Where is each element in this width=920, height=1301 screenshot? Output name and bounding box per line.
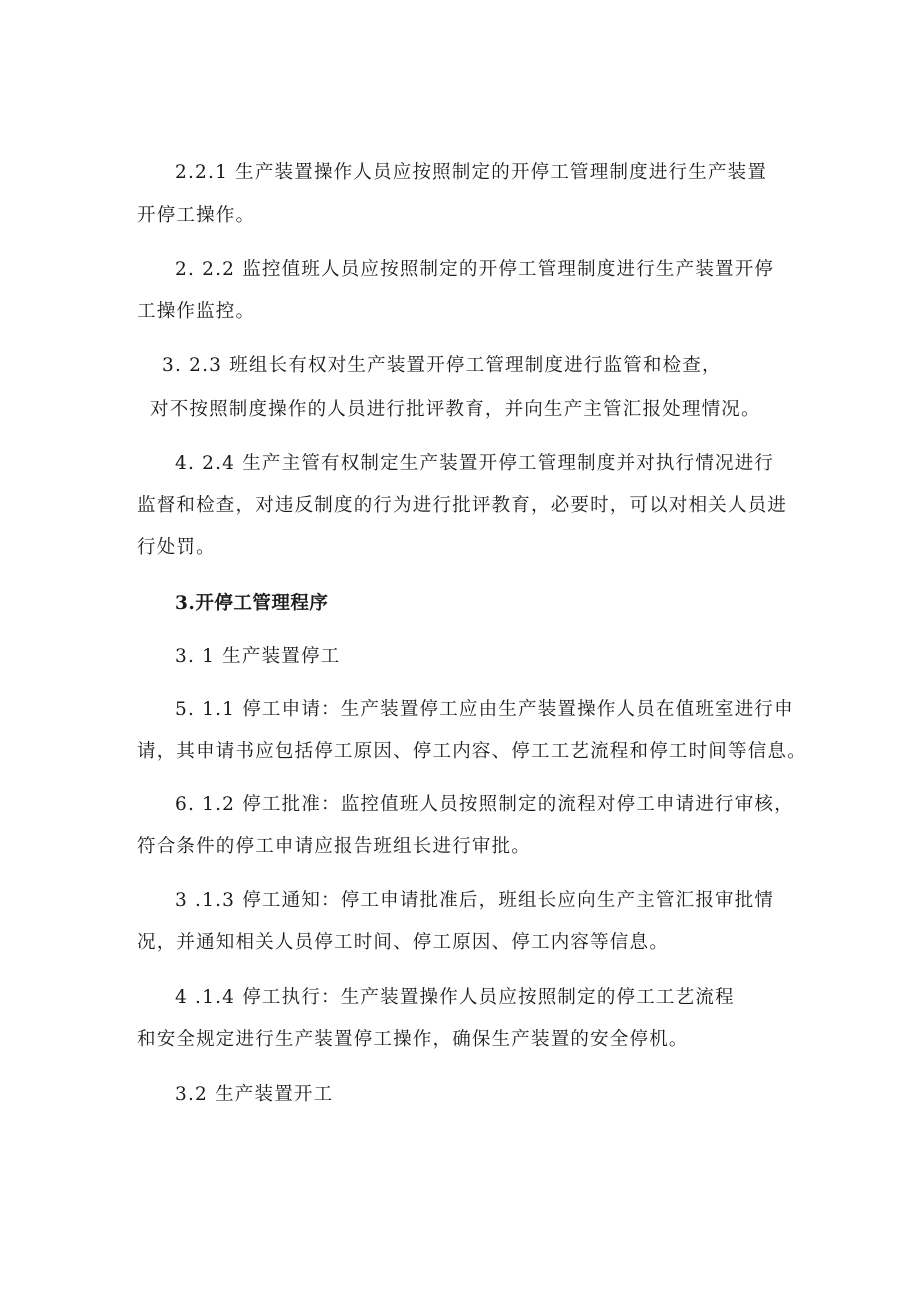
paragraph-1-3-line-2: 况，并通知相关人员停工时间、停工原因、停工内容等信息。 — [137, 932, 669, 953]
section-heading-3: 3.开停工管理程序 — [175, 593, 329, 614]
subsection-heading-3-1: 3. 1 生产装置停工 — [175, 646, 341, 667]
paragraph-2-2-2-line-2: 工操作监控。 — [137, 301, 256, 322]
paragraph-1-1-line-2: 请，其申请书应包括停工原因、停工内容、停工工艺流程和停工时间等信息。 — [137, 741, 807, 762]
paragraph-2-4-line-3: 行处罚。 — [137, 537, 216, 558]
paragraph-2-3-line-2: 对不按照制度操作的人员进行批评教育，并向生产主管汇报处理情况。 — [150, 399, 761, 420]
paragraph-2-2-2-line-1: 2. 2.2 监控值班人员应按照制定的开停工管理制度进行生产装置开停 — [175, 259, 775, 280]
paragraph-1-4-line-2: 和安全规定进行生产装置停工操作，确保生产装置的安全停机。 — [137, 1029, 689, 1050]
paragraph-1-2-line-2: 符合条件的停工申请应报告班组长进行审批。 — [137, 836, 532, 857]
paragraph-2-2-1-line-1: 2.2.1 生产装置操作人员应按照制定的开停工管理制度进行生产装置 — [175, 162, 768, 183]
paragraph-1-1-line-1: 5. 1.1 停工申请：生产装置停工应由生产装置操作人员在值班室进行申 — [175, 699, 794, 720]
paragraph-1-2-line-1: 6. 1.2 停工批准：监控值班人员按照制定的流程对停工申请进行审核， — [175, 794, 794, 815]
paragraph-1-4-line-1: 4 .1.4 停工执行：生产装置操作人员应按照制定的停工工艺流程 — [175, 987, 735, 1008]
paragraph-2-2-1-line-2: 开停工操作。 — [137, 205, 256, 226]
paragraph-2-4-line-1: 4. 2.4 生产主管有权制定生产装置开停工管理制度并对执行情况进行 — [175, 453, 775, 474]
paragraph-1-3-line-1: 3 .1.3 停工通知：停工申请批准后，班组长应向生产主管汇报审批情 — [175, 890, 775, 911]
paragraph-2-4-line-2: 监督和检查，对违反制度的行为进行批评教育，必要时，可以对相关人员进 — [137, 495, 788, 516]
subsection-heading-3-2: 3.2 生产装置开工 — [175, 1084, 334, 1105]
paragraph-2-3-line-1: 3. 2.3 班组长有权对生产装置开停工管理制度进行监管和检查， — [162, 355, 722, 376]
